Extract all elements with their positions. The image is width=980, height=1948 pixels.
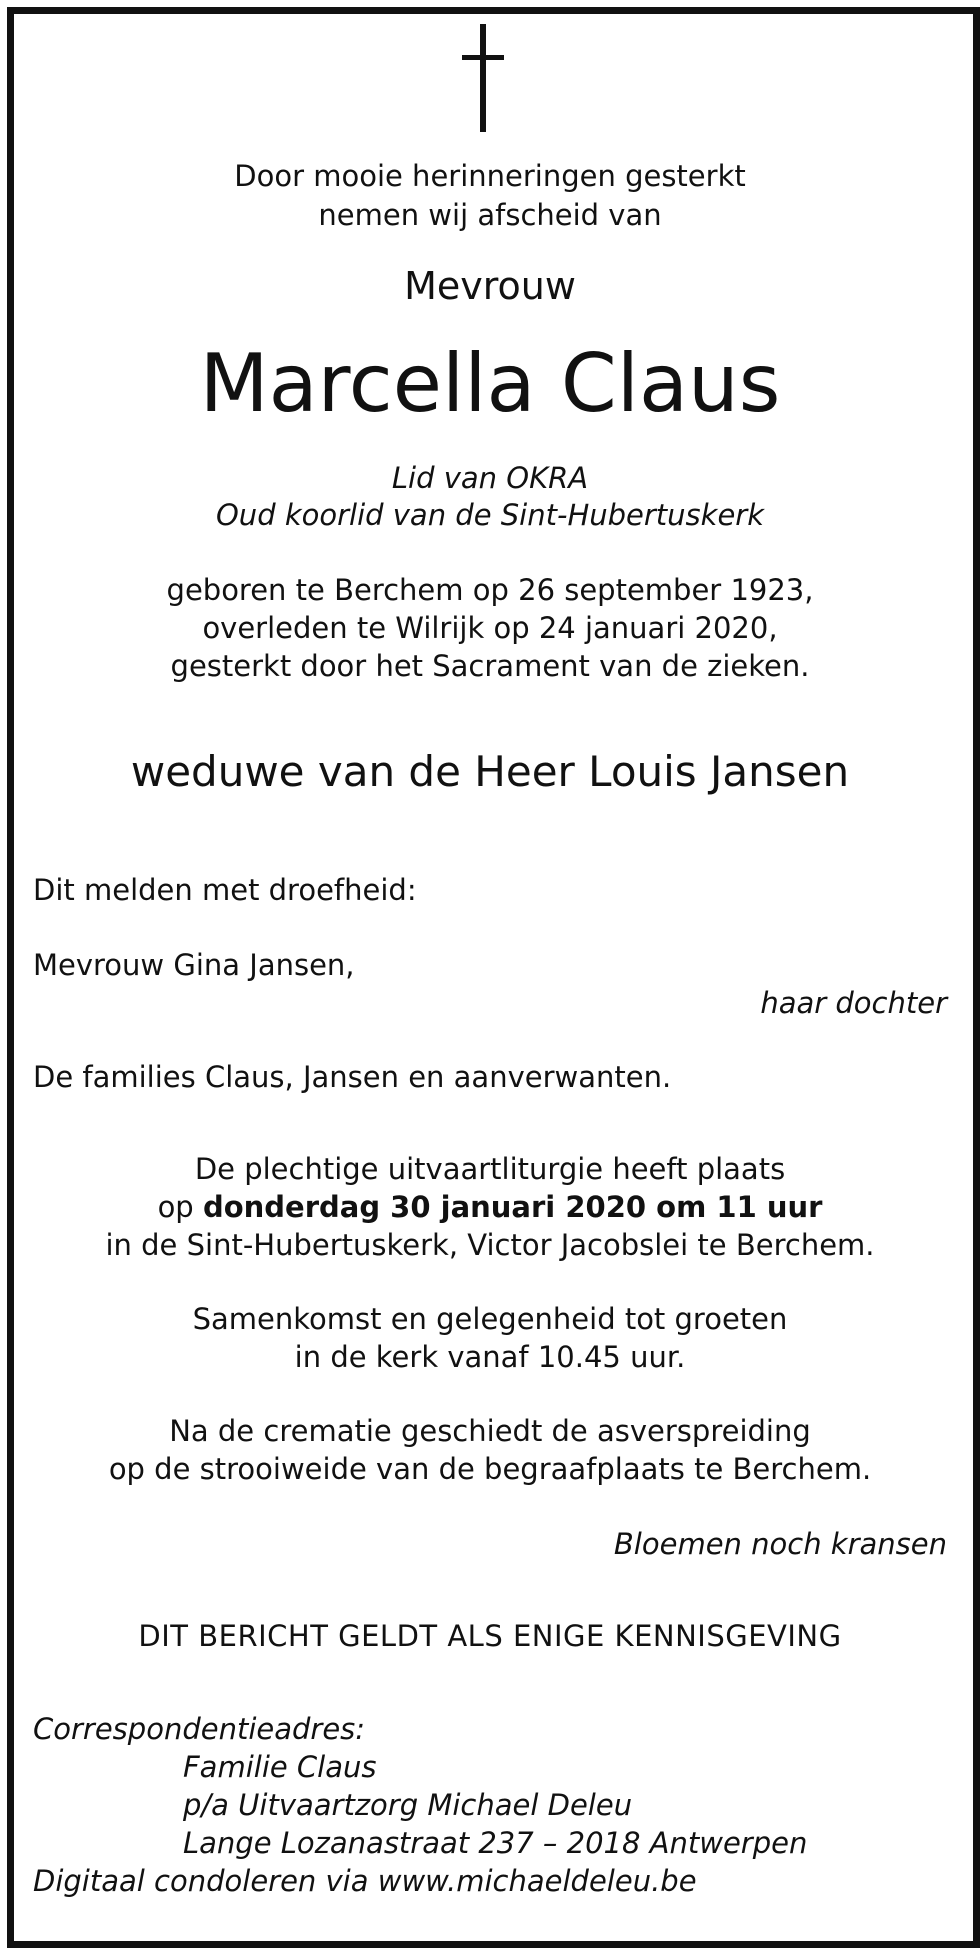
- correspondence-line-3: Lange Lozanastraat 237 – 2018 Antwerpen: [183, 1826, 808, 1860]
- relative-relation: haar dochter: [760, 986, 947, 1020]
- birth-line: geboren te Berchem op 26 september 1923,: [166, 573, 814, 607]
- ceremony-line-2: [0, 1188, 980, 1226]
- intro-line-1: Door mooie herinneringen gesterkt: [234, 159, 746, 193]
- sacrament-line: gesterkt door het Sacrament van de zieken.: [170, 649, 810, 683]
- ceremony-line-3: in de Sint-Hubertuskerk, Victor Jacobslei te Berchem.: [105, 1228, 875, 1262]
- digital-condolence-link[interactable]: Digitaal condoleren via www.michaeldeleu.be: [33, 1864, 697, 1898]
- deceased-name: Marcella Claus: [199, 337, 781, 430]
- relative-name: Mevrouw Gina Jansen,: [33, 948, 355, 982]
- correspondence-line-2: p/a Uitvaartzorg Michael Deleu: [183, 1788, 633, 1822]
- death-line: overleden te Wilrijk op 24 januari 2020,: [202, 611, 778, 645]
- correspondence-line-1: Familie Claus: [183, 1750, 377, 1784]
- cremation-line-2: op de strooiweide van de begraafplaats te Berchem.: [108, 1452, 872, 1486]
- ceremony-line-1: De plechtige uitvaartliturgie heeft plaats: [194, 1152, 786, 1186]
- widow-line: weduwe van de Heer Louis Jansen: [130, 747, 850, 796]
- flowers-note: Bloemen noch kransen: [613, 1527, 947, 1561]
- ceremony-prefix: op: [157, 1190, 203, 1224]
- notice-line: DIT BERICHT GELDT ALS ENIGE KENNISGEVING: [138, 1619, 842, 1653]
- announce-line: Dit melden met droefheid:: [33, 873, 417, 907]
- cross-horizontal-bar: [462, 55, 504, 60]
- correspondence-label: Correspondentieadres:: [33, 1712, 366, 1746]
- families-line: De families Claus, Jansen en aanverwanten.: [33, 1060, 672, 1094]
- gathering-line-1: Samenkomst en gelegenheid tot groeten: [192, 1302, 788, 1336]
- intro-line-2: nemen wij afscheid van: [318, 198, 662, 232]
- membership-1: Lid van OKRA: [391, 461, 589, 495]
- gathering-line-2: in de kerk vanaf 10.45 uur.: [294, 1340, 686, 1374]
- membership-2: Oud koorlid van de Sint-Hubertuskerk: [215, 498, 765, 532]
- cross-vertical-bar: [480, 24, 486, 132]
- salutation: Mevrouw: [404, 264, 576, 308]
- cremation-line-1: Na de crematie geschiedt de asverspreiding: [169, 1414, 811, 1448]
- ceremony-date: donderdag 30 januari 2020 om 11 uur: [202, 1190, 823, 1224]
